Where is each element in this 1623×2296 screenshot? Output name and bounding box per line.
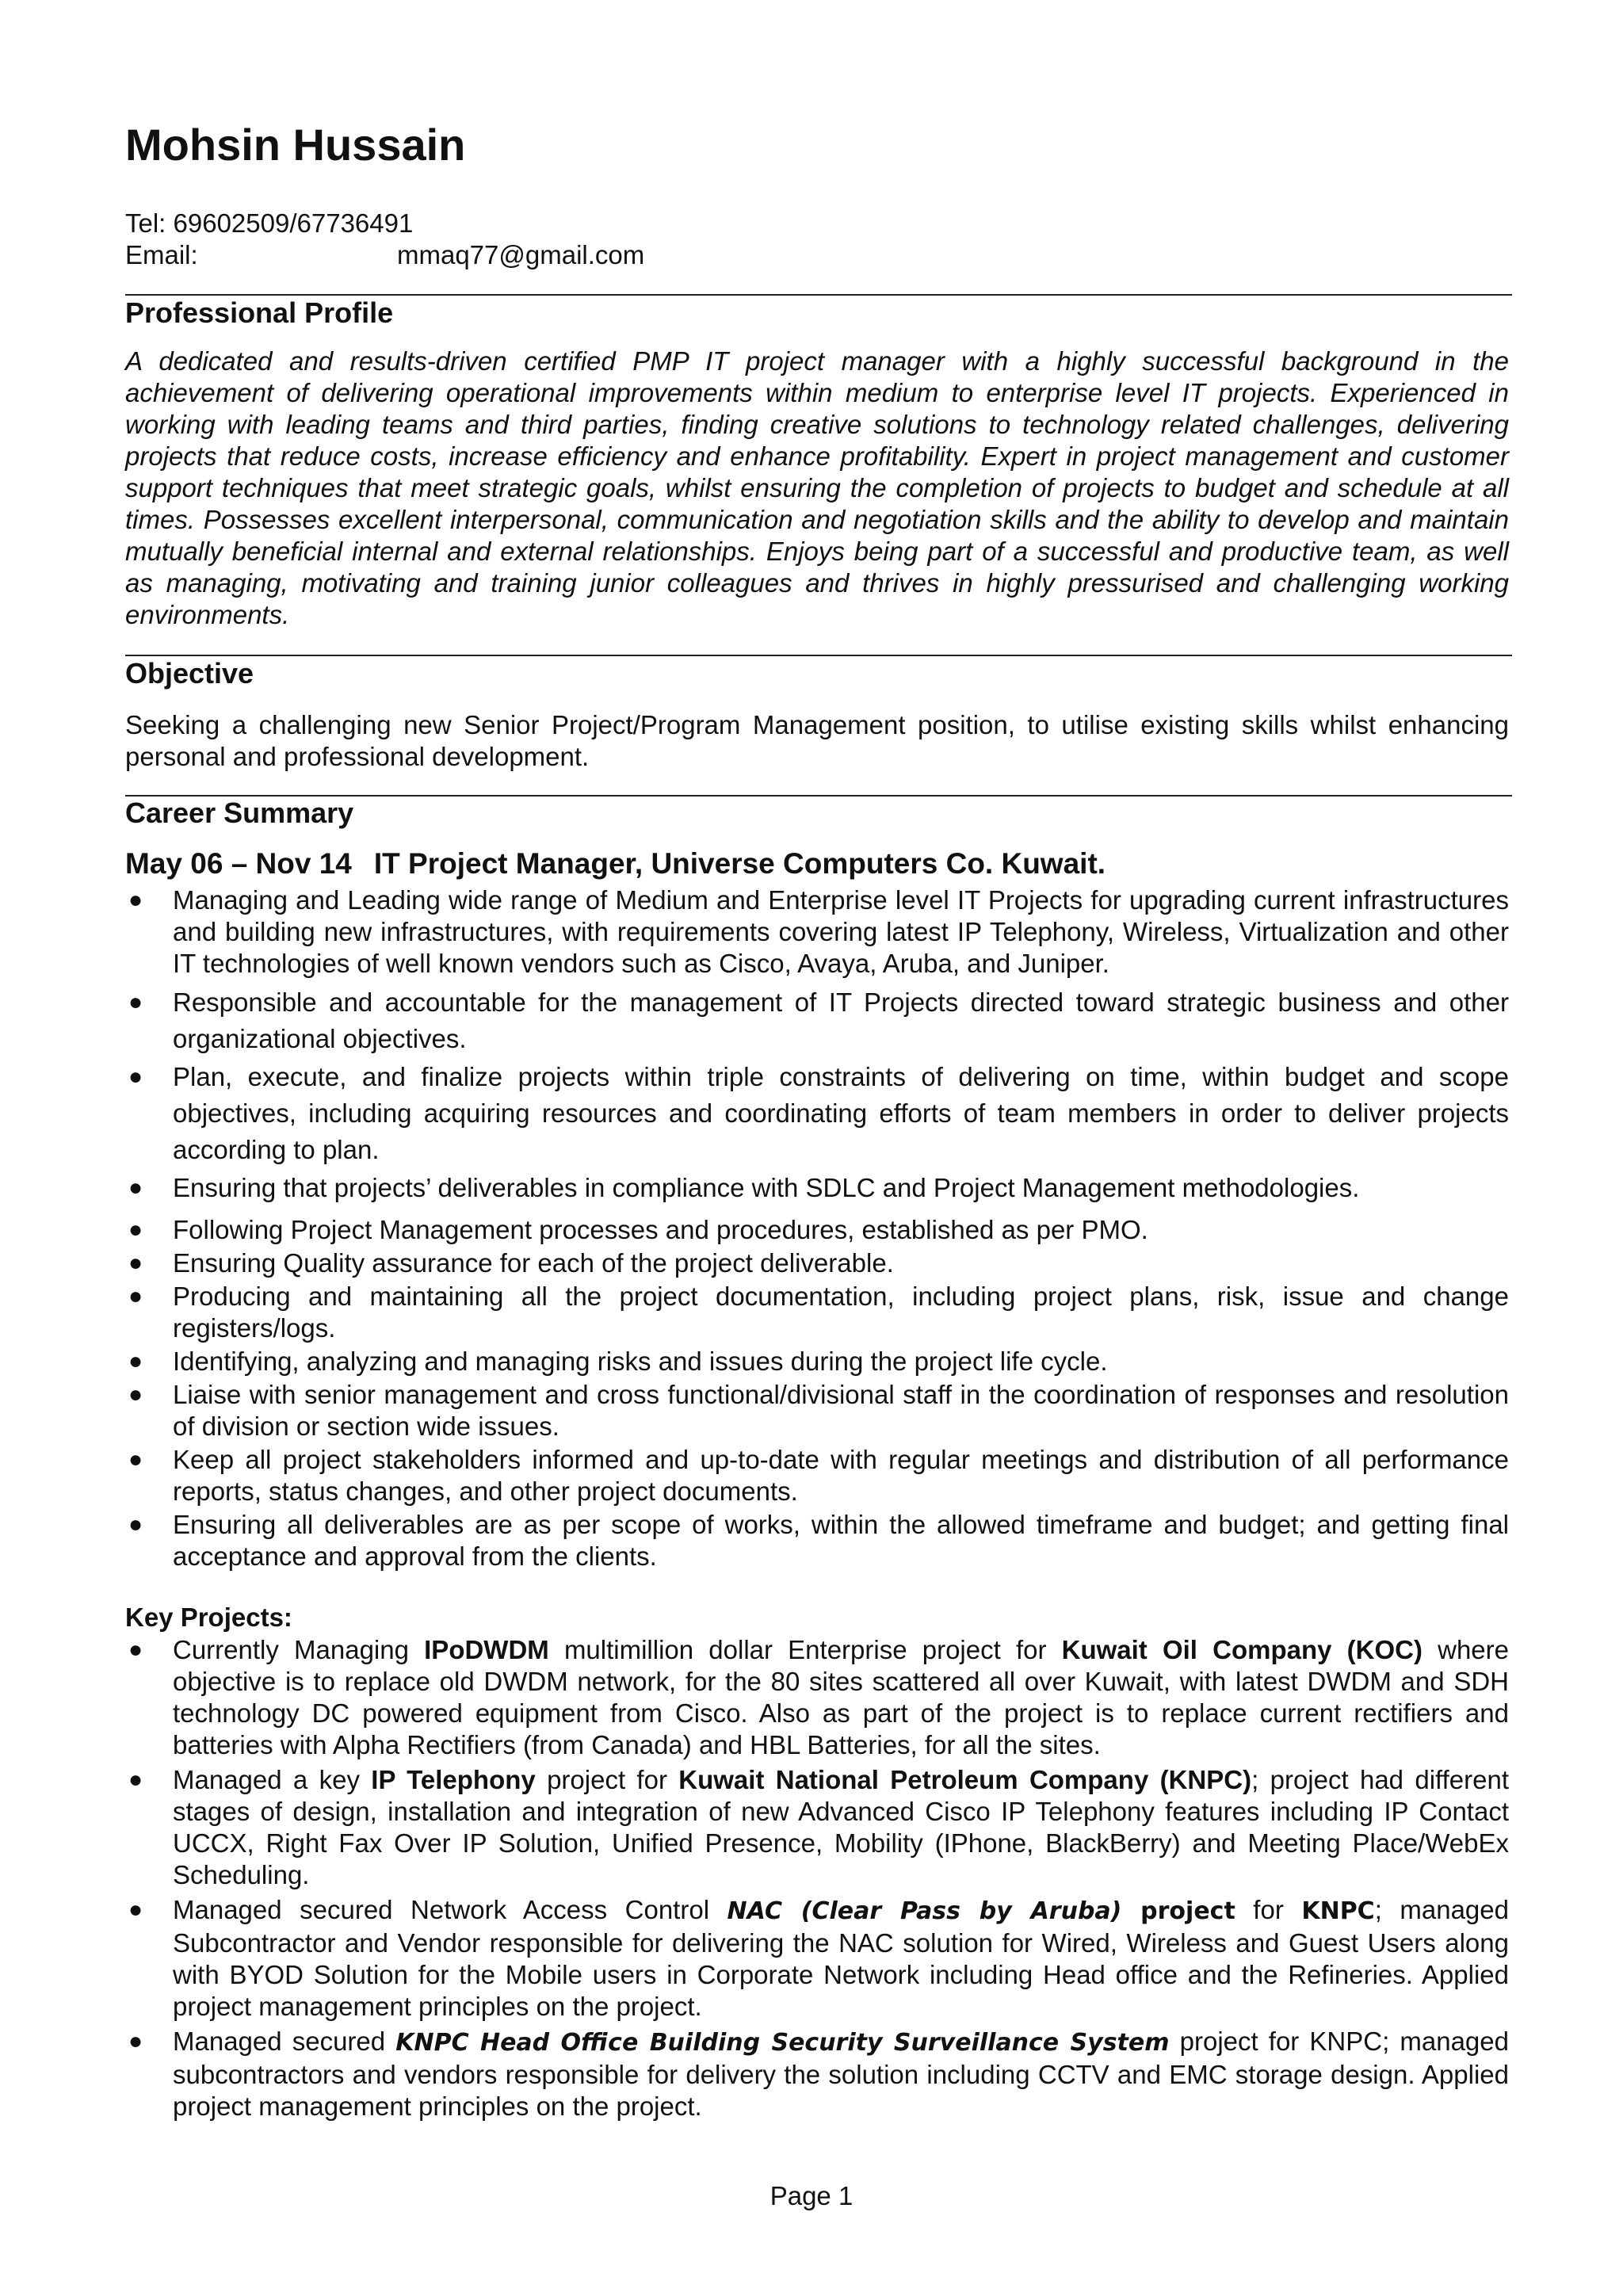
phone-line: Tel: 69602509/67736491 — [125, 208, 414, 238]
list-item: ● Liaise with senior management and cross functional/divisional staff in the coordination of responses and resolution of division or section wide issues. — [128, 1380, 1509, 1441]
section-divider — [125, 294, 1512, 296]
bullet-icon: ● — [128, 1897, 143, 1923]
list-item: ● Managed secured Network Access Control NAC (Clear Pass by Aruba) project for KNPC; managed Subcontractor and Vendor responsible for delivering the NAC solution for Wired, Wireless and Guest Users along with BYOD Solution for the Mobile users in Corporate Network including Head office and the Refineries. Applied project management principles on the project. — [128, 1895, 1509, 2021]
bullet-icon: ● — [128, 1767, 143, 1793]
objective-text: Seeking a challenging new Senior Project/Program Management position, to utilise existing skills whilst enhancing personal and professional development. — [125, 710, 1509, 771]
list-item: ● Identifying, analyzing and managing risks and issues during the project life cycle. — [128, 1347, 1108, 1376]
key-projects-heading: Key Projects: — [125, 1603, 292, 1632]
section-divider — [125, 655, 1512, 656]
list-item: ● Managed a key IP Telephony project for Kuwait National Petroleum Company (KNPC); project had different stages of design, installation and integration of new Advanced Cisco IP Telephony features including IP Contact UCCX, Right Fax Over IP Solution, Unified Presence, Mobility (IPhone, BlackBerry) and Meeting Place/WebEx Scheduling. — [128, 1765, 1509, 1889]
list-item: ● Managing and Leading wide range of Medium and Enterprise level IT Projects for upgrading current infrastructures and building new infrastructures, with requirements covering latest IP Telephony, Wireless, Virtualization and other IT technologies of well known vendors such as Cisco, Avaya, Aruba, and Juniper. — [128, 885, 1509, 978]
profile-heading: Professional Profile — [125, 296, 394, 329]
list-item: ● Currently Managing IPoDWDM multimillion dollar Enterprise project for Kuwait Oil Company (KOC) where objective is to replace old DWDM network, for the 80 sites scattered all over Kuwait, with latest DWDM and SDH technology DC powered equipment from Cisco. Also as part of the project is to replace current rectifiers and batteries with Alpha Rectifiers (from Canada) and HBL Batteries, for all the sites. — [128, 1635, 1509, 1759]
profile-text: A dedicated and results-driven certified PMP IT project manager with a highly successful background in the achievement of delivering operational improvements within medium to enterprise level IT projects. Experienced in working with leading teams and third parties, finding creative solutions to technology related challenges, delivering projects that reduce costs, increase efficiency and enhance profitability. Expert in project management and customer support techniques that meet strategic goals, whilst ensuring the completion of projects to budget and schedule at all times. Possesses excellent interpersonal, communication and negotiation skills and the ability to develop and maintain mutually beneficial internal and external relationships. Enjoys being part of a successful and productive team, as well as managing, motivating and training junior colleagues and thrives in highly pressurised and challenging working environments. — [125, 346, 1509, 629]
list-item: ● Keep all project stakeholders informed and up-to-date with regular meetings and distribution of all performance reports, status changes, and other project documents. — [128, 1445, 1509, 1506]
list-item: ● Responsible and accountable for the management of IT Projects directed toward strategic business and other organizational objectives. — [125, 984, 1509, 1057]
bullet-icon: ● — [128, 1381, 143, 1408]
job-heading — [125, 847, 1106, 881]
bullet-icon: ● — [128, 1283, 143, 1309]
job-dates: May 06 – Nov 14 — [125, 847, 352, 880]
key-projects-list — [125, 1634, 1509, 2122]
bullet-icon: ● — [128, 1446, 143, 1473]
bullet-icon: ● — [128, 2028, 143, 2054]
bullet-icon: ● — [128, 1217, 143, 1243]
candidate-name: Mohsin Hussain — [125, 120, 466, 170]
objective-heading: Objective — [125, 657, 254, 690]
bullet-icon: ● — [128, 887, 143, 913]
career-heading: Career Summary — [125, 797, 354, 829]
bullet-icon: ● — [128, 1064, 143, 1090]
job-role: IT Project Manager, Universe Computers Co. Kuwait. — [373, 847, 1106, 880]
list-item: ● Managed secured KNPC Head Office Building Security Surveillance System project for KNPC; managed subcontractors and vendors responsible for delivery the solution including CCTV and EMC storage design. Applied project management principles on the project. — [128, 2027, 1509, 2121]
list-item: ● Following Project Management processes and procedures, established as per PMO. — [128, 1215, 1148, 1244]
email-label: Email: — [125, 240, 198, 269]
bullet-icon: ● — [128, 1175, 143, 1201]
page-number: Page 1 — [769, 2181, 854, 2210]
email-line — [125, 239, 645, 271]
list-item: ● Ensuring Quality assurance for each of the project deliverable. — [128, 1248, 894, 1278]
list-item: ● Plan, execute, and finalize projects within triple constraints of delivering on time, within budget and scope objectives, including acquiring resources and coordinating efforts of team members in order to deliver projects according to plan. — [125, 1059, 1509, 1168]
bullet-icon: ● — [128, 1348, 143, 1374]
email-link[interactable]: mmaq77@gmail.com — [397, 240, 645, 269]
bullet-icon: ● — [128, 1637, 143, 1663]
list-item: ● Ensuring that projects’ deliverables in compliance with SDLC and Project Management methodologies. — [125, 1170, 1509, 1206]
list-item: ● Producing and maintaining all the project documentation, including project plans, risk, issue and change registers/logs. — [128, 1282, 1509, 1343]
contact-block — [125, 208, 645, 271]
bullet-icon: ● — [128, 1250, 143, 1276]
list-item: ● Ensuring all deliverables are as per scope of works, within the allowed timeframe and budget; and getting final acceptance and approval from the clients. — [128, 1510, 1509, 1571]
career-bullet-list — [125, 884, 1509, 1572]
bullet-icon: ● — [128, 1511, 143, 1538]
bullet-icon: ● — [128, 989, 143, 1015]
